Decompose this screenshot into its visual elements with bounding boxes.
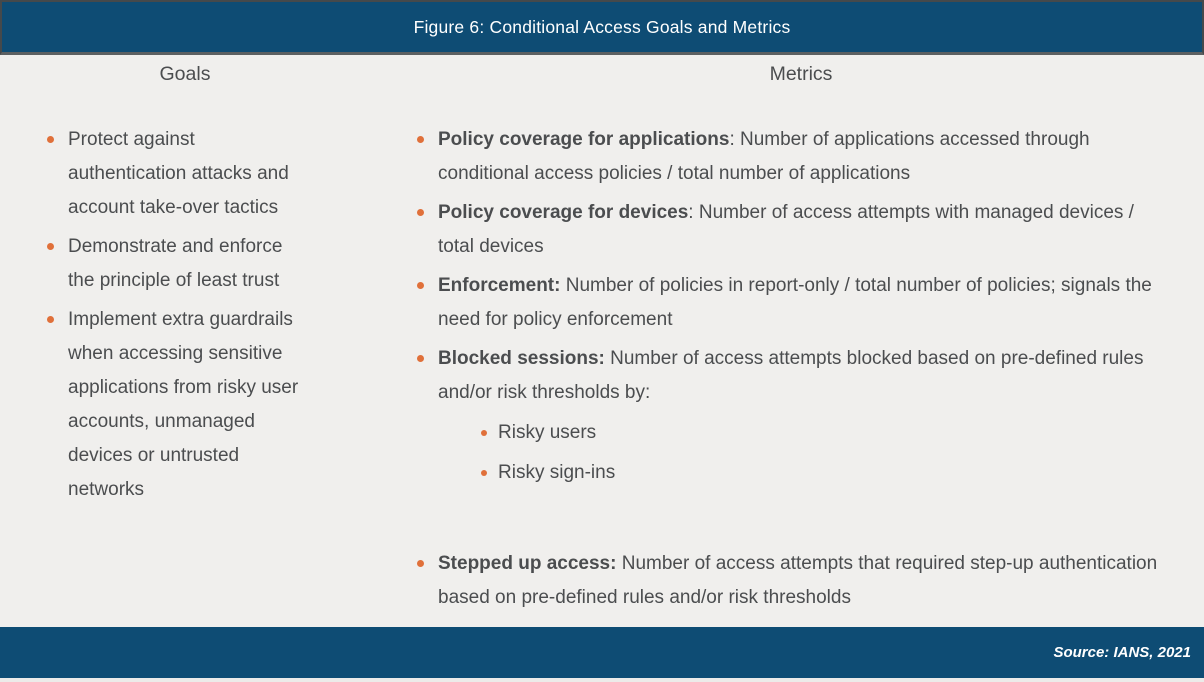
metric-item	[438, 123, 1164, 191]
metric-text: Number of policies in report-only / total number of policies; signals the need for policy enforcement	[438, 275, 1152, 330]
goals-heading: Goals	[159, 63, 211, 85]
figure-header-bar	[0, 0, 1204, 55]
metric-item	[438, 547, 1164, 615]
sub-item: Risky sign-ins	[498, 456, 1164, 490]
figure-footer-bar	[0, 627, 1204, 678]
metric-text: Number of access attempts that required step-up authentication based on pre-defined rules and/or risk thresholds	[438, 553, 1158, 608]
metric-text: Number of access attempts blocked based on pre-defined rules and/or risk thresholds by:	[438, 348, 1144, 403]
metric-label: Policy coverage for applications	[438, 129, 730, 150]
figure-title: Figure 6: Conditional Access Goals and Metrics	[413, 16, 791, 37]
metrics-column	[370, 55, 1204, 627]
goal-item: Implement extra guardrails when accessing sensitive applications from risky user accounts, unmanaged devices or untrusted networks	[68, 303, 310, 507]
sub-item: Risky users	[498, 416, 1164, 450]
metric-label: Stepped up access:	[438, 553, 617, 574]
metric-item	[438, 342, 1164, 490]
metric-label: Policy coverage for devices	[438, 202, 689, 223]
metric-text: : Number of applications accessed through conditional access policies / total number of applications	[438, 129, 1090, 184]
metric-label: Enforcement:	[438, 275, 561, 296]
goals-list	[0, 123, 340, 507]
metric-text: : Number of access attempts with managed devices / total devices	[438, 202, 1134, 257]
metric-label: Blocked sessions:	[438, 348, 605, 369]
goal-item: Protect against authentication attacks and account take-over tactics	[68, 123, 310, 225]
metric-item	[438, 269, 1164, 337]
metric-item	[438, 196, 1164, 264]
metrics-heading: Metrics	[769, 63, 833, 85]
goals-column	[0, 55, 370, 627]
goal-item: Demonstrate and enforce the principle of least trust	[68, 230, 310, 298]
blocked-sessions-sublist	[438, 416, 1164, 490]
metrics-list	[370, 123, 1164, 615]
figure-body	[0, 55, 1204, 627]
source-credit: Source: IANS, 2021	[1053, 644, 1191, 661]
bottom-edge-strip	[0, 678, 1204, 682]
